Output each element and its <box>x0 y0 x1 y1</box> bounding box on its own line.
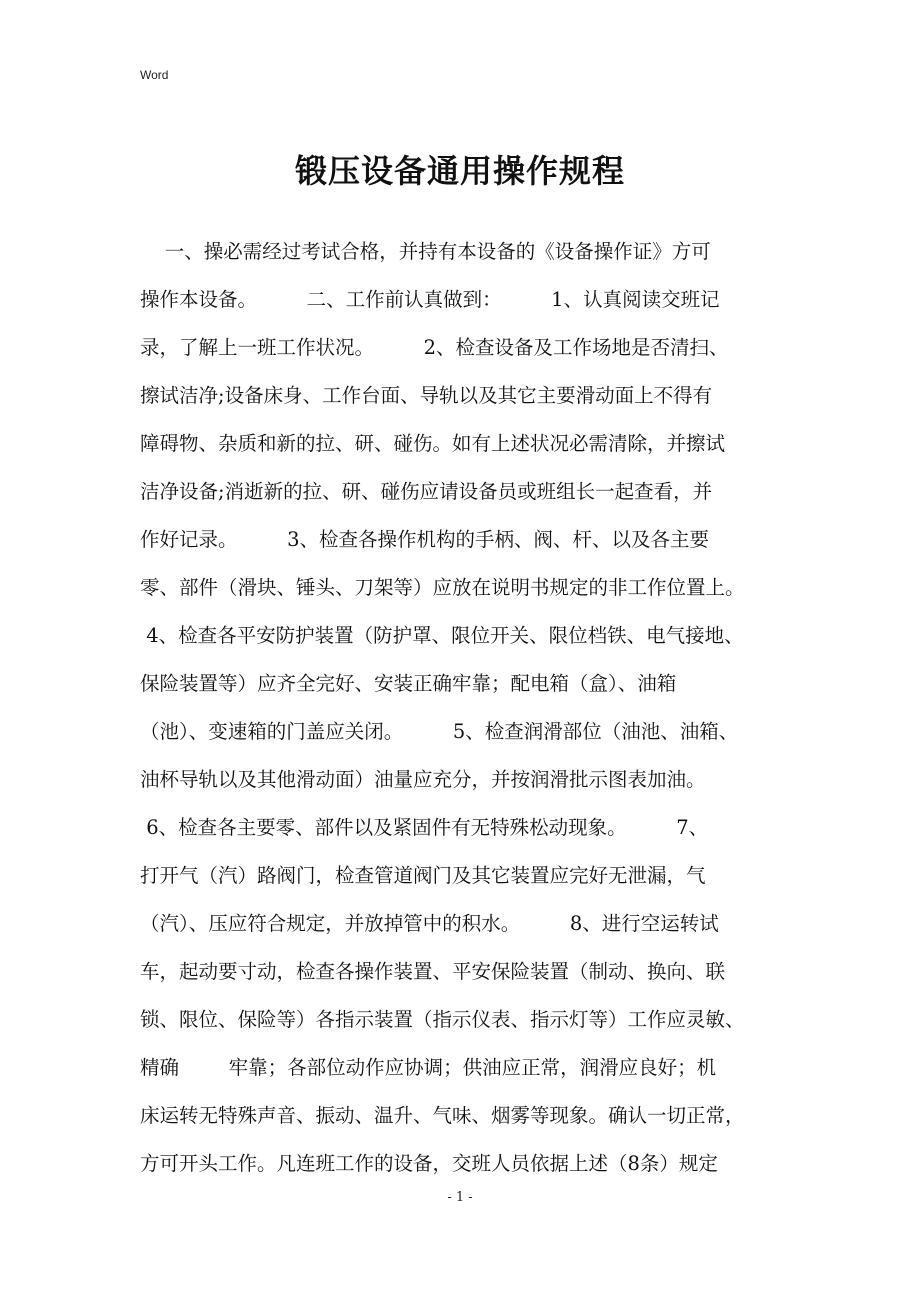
document-body <box>140 228 790 1188</box>
body-line: 6、检查各主要零、部件以及紧固件有无特殊松动现象。 7、 <box>140 816 709 839</box>
body-line: 一、操必需经过考试合格，并持有本设备的《设备操作证》方可 <box>140 240 711 263</box>
body-line: 障碍物、杂质和新的拉、研、碰伤。如有上述状况必需清除，并擦试 <box>140 432 726 455</box>
body-line: 作好记录。 3、检查各操作机构的手柄、阀、杆、以及各主要 <box>140 528 709 551</box>
body-line: 擦试洁净;设备床身、工作台面、导轨以及其它主要滑动面上不得有 <box>140 384 713 407</box>
body-line: 4、检查各平安防护装置（防护罩、限位开关、限位档铁、电气接地、 <box>140 624 744 647</box>
body-line: 零、部件（滑块、锤头、刀架等）应放在说明书规定的非工作位置上。 <box>140 576 745 599</box>
body-line: （汽）、压应符合规定，并放掉管中的积水。 8、进行空运转试 <box>140 912 719 935</box>
body-line: 床运转无特殊声音、振动、温升、气味、烟雾等现象。确认一切正常， <box>140 1104 745 1127</box>
body-line: 录，了解上一班工作状况。 2、检查设备及工作场地是否清扫、 <box>140 336 729 359</box>
body-line: 打开气（汽）路阀门，检查管道阀门及其它装置应完好无泄漏，气 <box>140 864 706 887</box>
body-line: 洁净设备;消逝新的拉、研、碰伤应请设备员或班组长一起查看，并 <box>140 480 713 503</box>
body-line: （池）、变速箱的门盖应关闭。 5、检查润滑部位（油池、油箱、 <box>140 720 739 743</box>
body-line: 操作本设备。 二、工作前认真做到： 1、认真阅读交班记 <box>140 288 720 311</box>
body-line: 车，起动要寸动，检查各操作装置、平安保险装置（制动、换向、联 <box>140 960 726 983</box>
header-label: Word <box>140 68 169 82</box>
body-line: 方可开头工作。凡连班工作的设备，交班人员依据上述（8条）规定 <box>140 1152 718 1175</box>
body-line: 油杯导轨以及其他滑动面）油量应充分，并按润滑批示图表加油。 <box>140 768 706 791</box>
document-title: 锻压设备通用操作规程 <box>294 152 625 190</box>
page-number: - 1 - <box>447 1190 473 1205</box>
body-line: 锁、限位、保险等）各指示装置（指示仪表、指示灯等）工作应灵敏、 <box>140 1008 745 1031</box>
body-line: 保险装置等）应齐全完好、安装正确牢靠；配电箱（盒）、油箱 <box>140 672 677 695</box>
body-line: 精确 牢靠；各部位动作应协调；供油应正常，润滑应良好；机 <box>140 1056 717 1079</box>
